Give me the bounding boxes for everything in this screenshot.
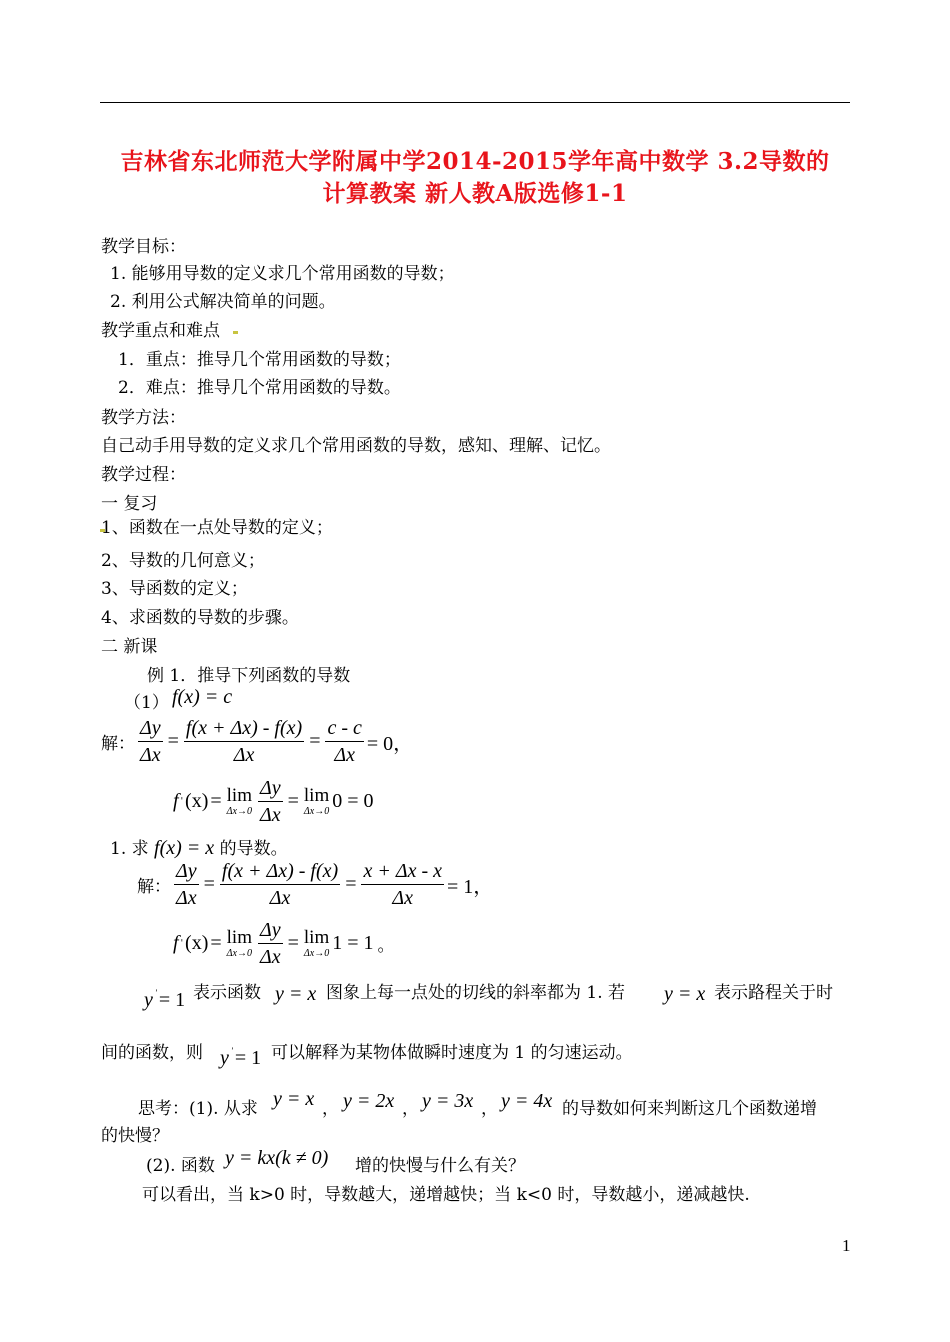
page-number: 1 bbox=[842, 1236, 851, 1255]
new-lesson-heading: 二 新课 bbox=[101, 637, 158, 657]
difference-quotient: $\frac{\Delta y}{\Delta x}$ bbox=[140, 717, 161, 766]
thinking-text-1: 思考：(1). 从求 bbox=[138, 1099, 258, 1119]
review-item-3: 3、导函数的定义； bbox=[101, 579, 248, 599]
thinking-q2-a: (2). 函数 bbox=[146, 1156, 215, 1176]
thinking-answer: 可以看出，当 k>0 时，导数越大，递增越快；当 k<0 时，导数越小，递减越快. bbox=[142, 1185, 750, 1205]
example-1-label: 例 1．推导下列函数的导数 bbox=[147, 666, 351, 686]
review-item-1: 1、函数在一点处导数的定义； bbox=[101, 518, 333, 538]
header-rule bbox=[100, 102, 850, 103]
y-prime-eq-1: y ' = 1 bbox=[144, 988, 186, 1011]
limit-operator: lim Δx→0 bbox=[226, 785, 252, 817]
definition-fraction: $\frac{f(x + \Delta x) - f(x)}{\Delta x}$ bbox=[185, 717, 303, 766]
objective-item-1: 1. 能够用导数的定义求几个常用函数的导数； bbox=[110, 264, 455, 284]
thinking-text-3: 的快慢？ bbox=[101, 1126, 169, 1146]
formula-y-eq-x: y = x bbox=[664, 983, 706, 1005]
method-heading: 教学方法： bbox=[101, 408, 186, 428]
explanation-text-3: 表示路程关于时 bbox=[714, 983, 833, 1003]
part-2-label: 1. 求 f(x) = x 的导数。 bbox=[110, 837, 288, 859]
part-1-label: （1） bbox=[124, 693, 169, 713]
part-1-function: f(x) = c bbox=[172, 686, 233, 708]
thinking-q2-b: 增的快慢与什么有关？ bbox=[355, 1156, 525, 1176]
review-item-4: 4、求函数的导数的步骤。 bbox=[101, 608, 299, 628]
explanation-text-5: 可以解释为某物体做瞬时速度为 1 的匀速运动。 bbox=[271, 1043, 633, 1063]
keypoints-heading: 教学重点和难点 bbox=[101, 321, 220, 341]
explanation-text-4: 间的函数，则 bbox=[101, 1043, 203, 1063]
doc-title-line1: 吉林省东北师范大学附属中学2014-2015学年高中数学 3.2导数的 bbox=[120, 148, 830, 175]
keypoint-item-2: 2．难点：推导几个常用函数的导数。 bbox=[118, 378, 401, 398]
doc-title-line2: 计算教案 新人教A版选修1-1 bbox=[322, 180, 628, 207]
formula-y-eq-x: y = x bbox=[275, 983, 317, 1005]
explanation-text-1: 表示函数 bbox=[193, 983, 261, 1003]
objectives-heading: 教学目标： bbox=[101, 237, 186, 257]
limit-operator: lim Δx→0 bbox=[303, 785, 330, 817]
highlight-mark bbox=[233, 331, 238, 334]
objective-item-2: 2. 利用公式解决简单的问题。 bbox=[110, 292, 336, 312]
review-item-2: 2、导数的几何意义； bbox=[101, 551, 265, 571]
keypoint-item-1: 1．重点：推导几个常用函数的导数； bbox=[118, 350, 401, 370]
equation-3: 解： $\frac{\Delta y}{\Delta x}$ = $\frac{f(x + \Delta x) - f(x)}{\Delta x}$ = $\frac{x + \Delta x - x}{\Delta x}$ = 1， bbox=[137, 860, 494, 909]
substituted-fraction: $\frac{c - c}{\Delta x}$ bbox=[327, 717, 362, 766]
equation-2: f ' (x) = lim Δx→0 $\frac{\Delta y}{\Delta x}$ = lim Δx→0 0 = 0 bbox=[173, 777, 374, 826]
equation-4: f ' (x) = lim Δx→0 $\frac{\Delta y}{\Delta x}$ = lim Δx→0 1 = 1 。 bbox=[173, 919, 395, 968]
formula-y-eq-4x: y = 4x bbox=[501, 1090, 553, 1112]
equation-1: 解： $\frac{\Delta y}{\Delta x}$ = $\frac{f(x + \Delta x) - f(x)}{\Delta x}$ = $\frac{c - c}{\Delta x}$ = 0， bbox=[101, 717, 414, 766]
equation-result: = 0， bbox=[366, 733, 414, 755]
process-heading: 教学过程： bbox=[101, 465, 186, 485]
part-2-function: f(x) = x bbox=[154, 837, 215, 859]
solution-label: 解： bbox=[101, 734, 135, 754]
thinking-text-2: 的导数如何来判断这几个函数递增 bbox=[562, 1099, 817, 1119]
formula-y-eq-x: y = x bbox=[273, 1088, 315, 1110]
method-text: 自己动手用导数的定义求几个常用函数的导数，感知、理解、记忆。 bbox=[101, 436, 611, 456]
review-heading: 一 复习 bbox=[101, 494, 158, 514]
y-prime-eq-1: y ' = 1 bbox=[220, 1046, 262, 1069]
formula-y-eq-2x: y = 2x bbox=[343, 1090, 395, 1112]
explanation-text-2: 图象上每一点处的切线的斜率都为 1. 若 bbox=[326, 983, 626, 1003]
formula-y-eq-kx: y = kx(k ≠ 0) bbox=[225, 1147, 329, 1169]
formula-y-eq-3x: y = 3x bbox=[422, 1090, 474, 1112]
